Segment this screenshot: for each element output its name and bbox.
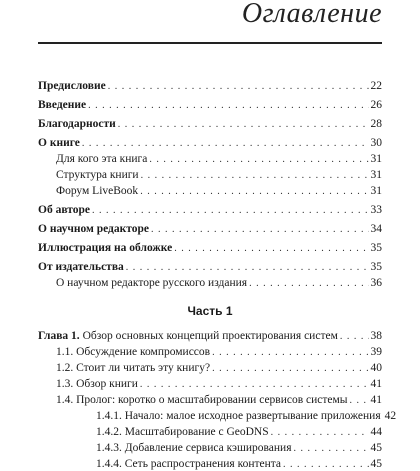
toc-entry-page: 39: [370, 346, 382, 358]
toc-entry-page: 40: [370, 362, 382, 374]
toc-entry[interactable]: [38, 80, 382, 93]
front-matter-list: [38, 80, 382, 290]
toc-entry-label: Предисловие: [38, 80, 106, 92]
toc-entry-label: О научном редакторе: [38, 223, 150, 235]
dot-leader: [141, 169, 369, 182]
toc-entry[interactable]: [38, 277, 382, 290]
section-list: [38, 346, 397, 471]
chapter-label: [38, 330, 340, 343]
dot-leader: [249, 277, 368, 290]
toc-entry[interactable]: [38, 137, 382, 150]
title-rule: [38, 42, 382, 44]
chapter-title: Обзор основных концепций проектирования систем: [79, 330, 338, 342]
toc-entry-page: 33: [370, 204, 382, 216]
toc-entry-page: 45: [370, 458, 382, 470]
dot-leader: [108, 80, 369, 93]
toc-entry[interactable]: [38, 261, 382, 274]
toc-entry-label: Структура книги: [56, 169, 139, 181]
toc-entry-label: Введение: [38, 99, 87, 111]
toc-entry-label: Иллюстрация на обложке: [38, 242, 173, 254]
toc-entry[interactable]: [38, 169, 382, 182]
dot-leader: [88, 99, 368, 112]
part-heading: Часть 1: [187, 304, 233, 318]
toc-entry[interactable]: [38, 99, 382, 112]
toc-entry-label: Форум LiveBook: [56, 185, 139, 197]
dot-leader: [126, 261, 369, 274]
dot-leader: [212, 346, 368, 359]
toc-entry-page: 35: [370, 261, 382, 273]
toc-entry[interactable]: [38, 346, 382, 359]
toc-entry[interactable]: [38, 410, 397, 423]
dot-leader: [340, 330, 369, 343]
toc-entry[interactable]: [38, 153, 382, 166]
dot-leader: [82, 137, 369, 150]
chapter-number: Глава 1.: [38, 330, 80, 342]
toc-entry-page: 42: [384, 410, 397, 422]
toc-entry-label: О книге: [38, 137, 80, 149]
toc-entry-label: 1.4.4. Сеть распространения контента: [96, 458, 282, 470]
toc-entry[interactable]: [38, 458, 382, 471]
toc-entry-page: 31: [370, 153, 382, 165]
toc-entry-page: 26: [370, 99, 382, 111]
toc-entry-page: 31: [370, 185, 382, 197]
toc-entry-label: 1.3. Обзор книги: [56, 378, 138, 390]
toc-entry[interactable]: [38, 118, 382, 131]
toc-entry-page: 41: [370, 394, 382, 406]
toc-entry-page: 28: [370, 118, 382, 130]
dot-leader: [140, 185, 368, 198]
dot-leader: [271, 426, 369, 439]
toc-entry[interactable]: [38, 426, 382, 439]
toc-entry[interactable]: [38, 223, 382, 236]
toc-entry[interactable]: [38, 394, 382, 407]
chapter-entry[interactable]: [38, 330, 382, 343]
dot-leader: [350, 394, 369, 407]
toc-entry[interactable]: [38, 185, 382, 198]
toc-entry-label: 1.4. Пролог: коротко о масштабировании сервисов системы: [56, 394, 348, 406]
toc-entry-label: 1.1. Обсуждение компромиссов: [56, 346, 211, 358]
toc-entry-label: 1.2. Стоит ли читать эту книгу?: [56, 362, 211, 374]
toc-entry-label: Об авторе: [38, 204, 90, 216]
toc-entry-page: 22: [370, 80, 382, 92]
dot-leader: [174, 242, 368, 255]
toc-entry-page: 30: [370, 137, 382, 149]
dot-leader: [283, 458, 368, 471]
dot-leader: [149, 153, 368, 166]
toc-entry-page: 44: [370, 426, 382, 438]
dot-leader: [140, 378, 369, 391]
dot-leader: [151, 223, 368, 236]
dot-leader: [92, 204, 369, 217]
toc-entry-label: О научном редакторе русского издания: [56, 277, 248, 289]
toc-entry-page: 36: [370, 277, 382, 289]
toc-entry[interactable]: [38, 362, 382, 375]
toc-entry-page: 31: [370, 169, 382, 181]
toc-entry-page: 45: [370, 442, 382, 454]
dot-leader: [293, 442, 368, 455]
toc-entry-page: 34: [370, 223, 382, 235]
toc-entry[interactable]: [38, 442, 382, 455]
toc-entry-label: Благодарности: [38, 118, 116, 130]
toc-entry[interactable]: [38, 242, 382, 255]
dot-leader: [212, 362, 368, 375]
toc-entry-label: 1.4.2. Масштабирование с GeoDNS: [96, 426, 269, 438]
toc-entry[interactable]: [38, 204, 382, 217]
toc-entry-page: 35: [370, 242, 382, 254]
table-of-contents: [38, 77, 397, 471]
toc-entry-label: 1.4.3. Добавление сервиса кэширования: [96, 442, 292, 454]
toc-entry-label: От издательства: [38, 261, 124, 273]
chapter-page: 38: [370, 330, 382, 342]
toc-entry[interactable]: [38, 378, 382, 391]
dot-leader: [118, 118, 369, 131]
toc-entry-label: 1.4.1. Начало: малое исходное развертывание приложения: [96, 410, 381, 422]
toc-entry-page: 41: [370, 378, 382, 390]
toc-entry-label: Для кого эта книга: [56, 153, 148, 165]
page-title: Оглавление: [241, 0, 382, 29]
